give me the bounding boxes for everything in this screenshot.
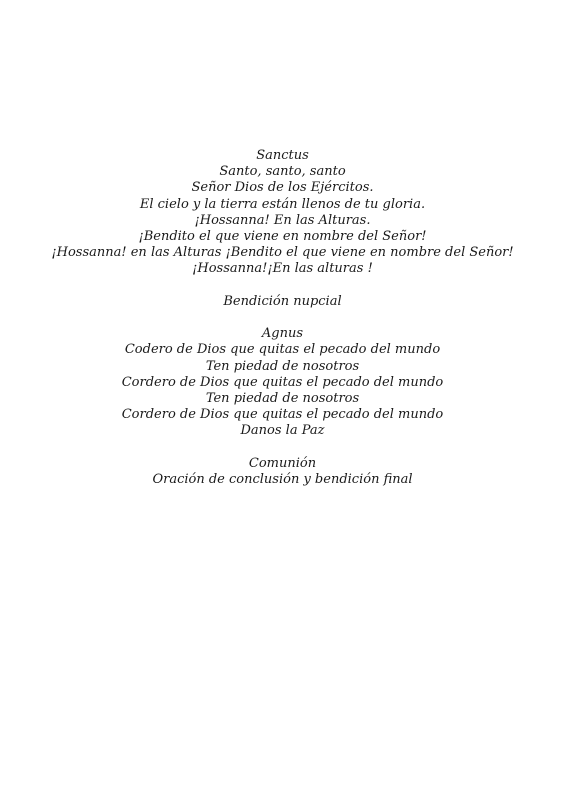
sanctus-heading: Sanctus bbox=[256, 148, 309, 163]
spacer bbox=[0, 440, 565, 456]
sanctus-line: ¡Hossanna! En las Alturas. bbox=[194, 212, 371, 228]
sanctus-line: Señor Dios de los Ejércitos. bbox=[191, 180, 374, 196]
spacer bbox=[0, 278, 565, 294]
agnus-line: Danos la Paz bbox=[240, 423, 325, 439]
comunion-section bbox=[0, 456, 565, 488]
sanctus-line: ¡Bendito el que viene en nombre del Señor! bbox=[138, 229, 427, 245]
sanctus-section bbox=[0, 148, 565, 278]
sanctus-line: El cielo y la tierra están llenos de tu gloria. bbox=[139, 196, 426, 212]
agnus-line: Ten piedad de nosotros bbox=[205, 391, 360, 407]
sanctus-line: Santo, santo, santo bbox=[219, 164, 346, 180]
bendicion-heading: Bendición nupcial bbox=[223, 293, 342, 309]
spacer bbox=[0, 310, 565, 326]
agnus-line: Codero de Dios que quitas el pecado del mundo bbox=[124, 342, 441, 358]
document-page bbox=[0, 148, 565, 488]
agnus-line: Cordero de Dios que quitas el pecado del mundo bbox=[121, 374, 444, 390]
agnus-line: Cordero de Dios que quitas el pecado del mundo bbox=[121, 407, 444, 423]
agnus-heading: Agnus bbox=[261, 326, 304, 342]
sanctus-line: ¡Hossanna! en las Alturas ¡Bendito el que viene en nombre del Señor! bbox=[51, 245, 514, 261]
agnus-line: Ten piedad de nosotros bbox=[205, 358, 360, 374]
agnus-section bbox=[0, 326, 565, 439]
bendicion-section bbox=[0, 294, 565, 310]
comunion-heading: Comunión bbox=[248, 455, 317, 471]
sanctus-line: ¡Hossanna!¡En las alturas ! bbox=[192, 261, 373, 277]
comunion-line: Oración de conclusión y bendición final bbox=[152, 472, 413, 488]
